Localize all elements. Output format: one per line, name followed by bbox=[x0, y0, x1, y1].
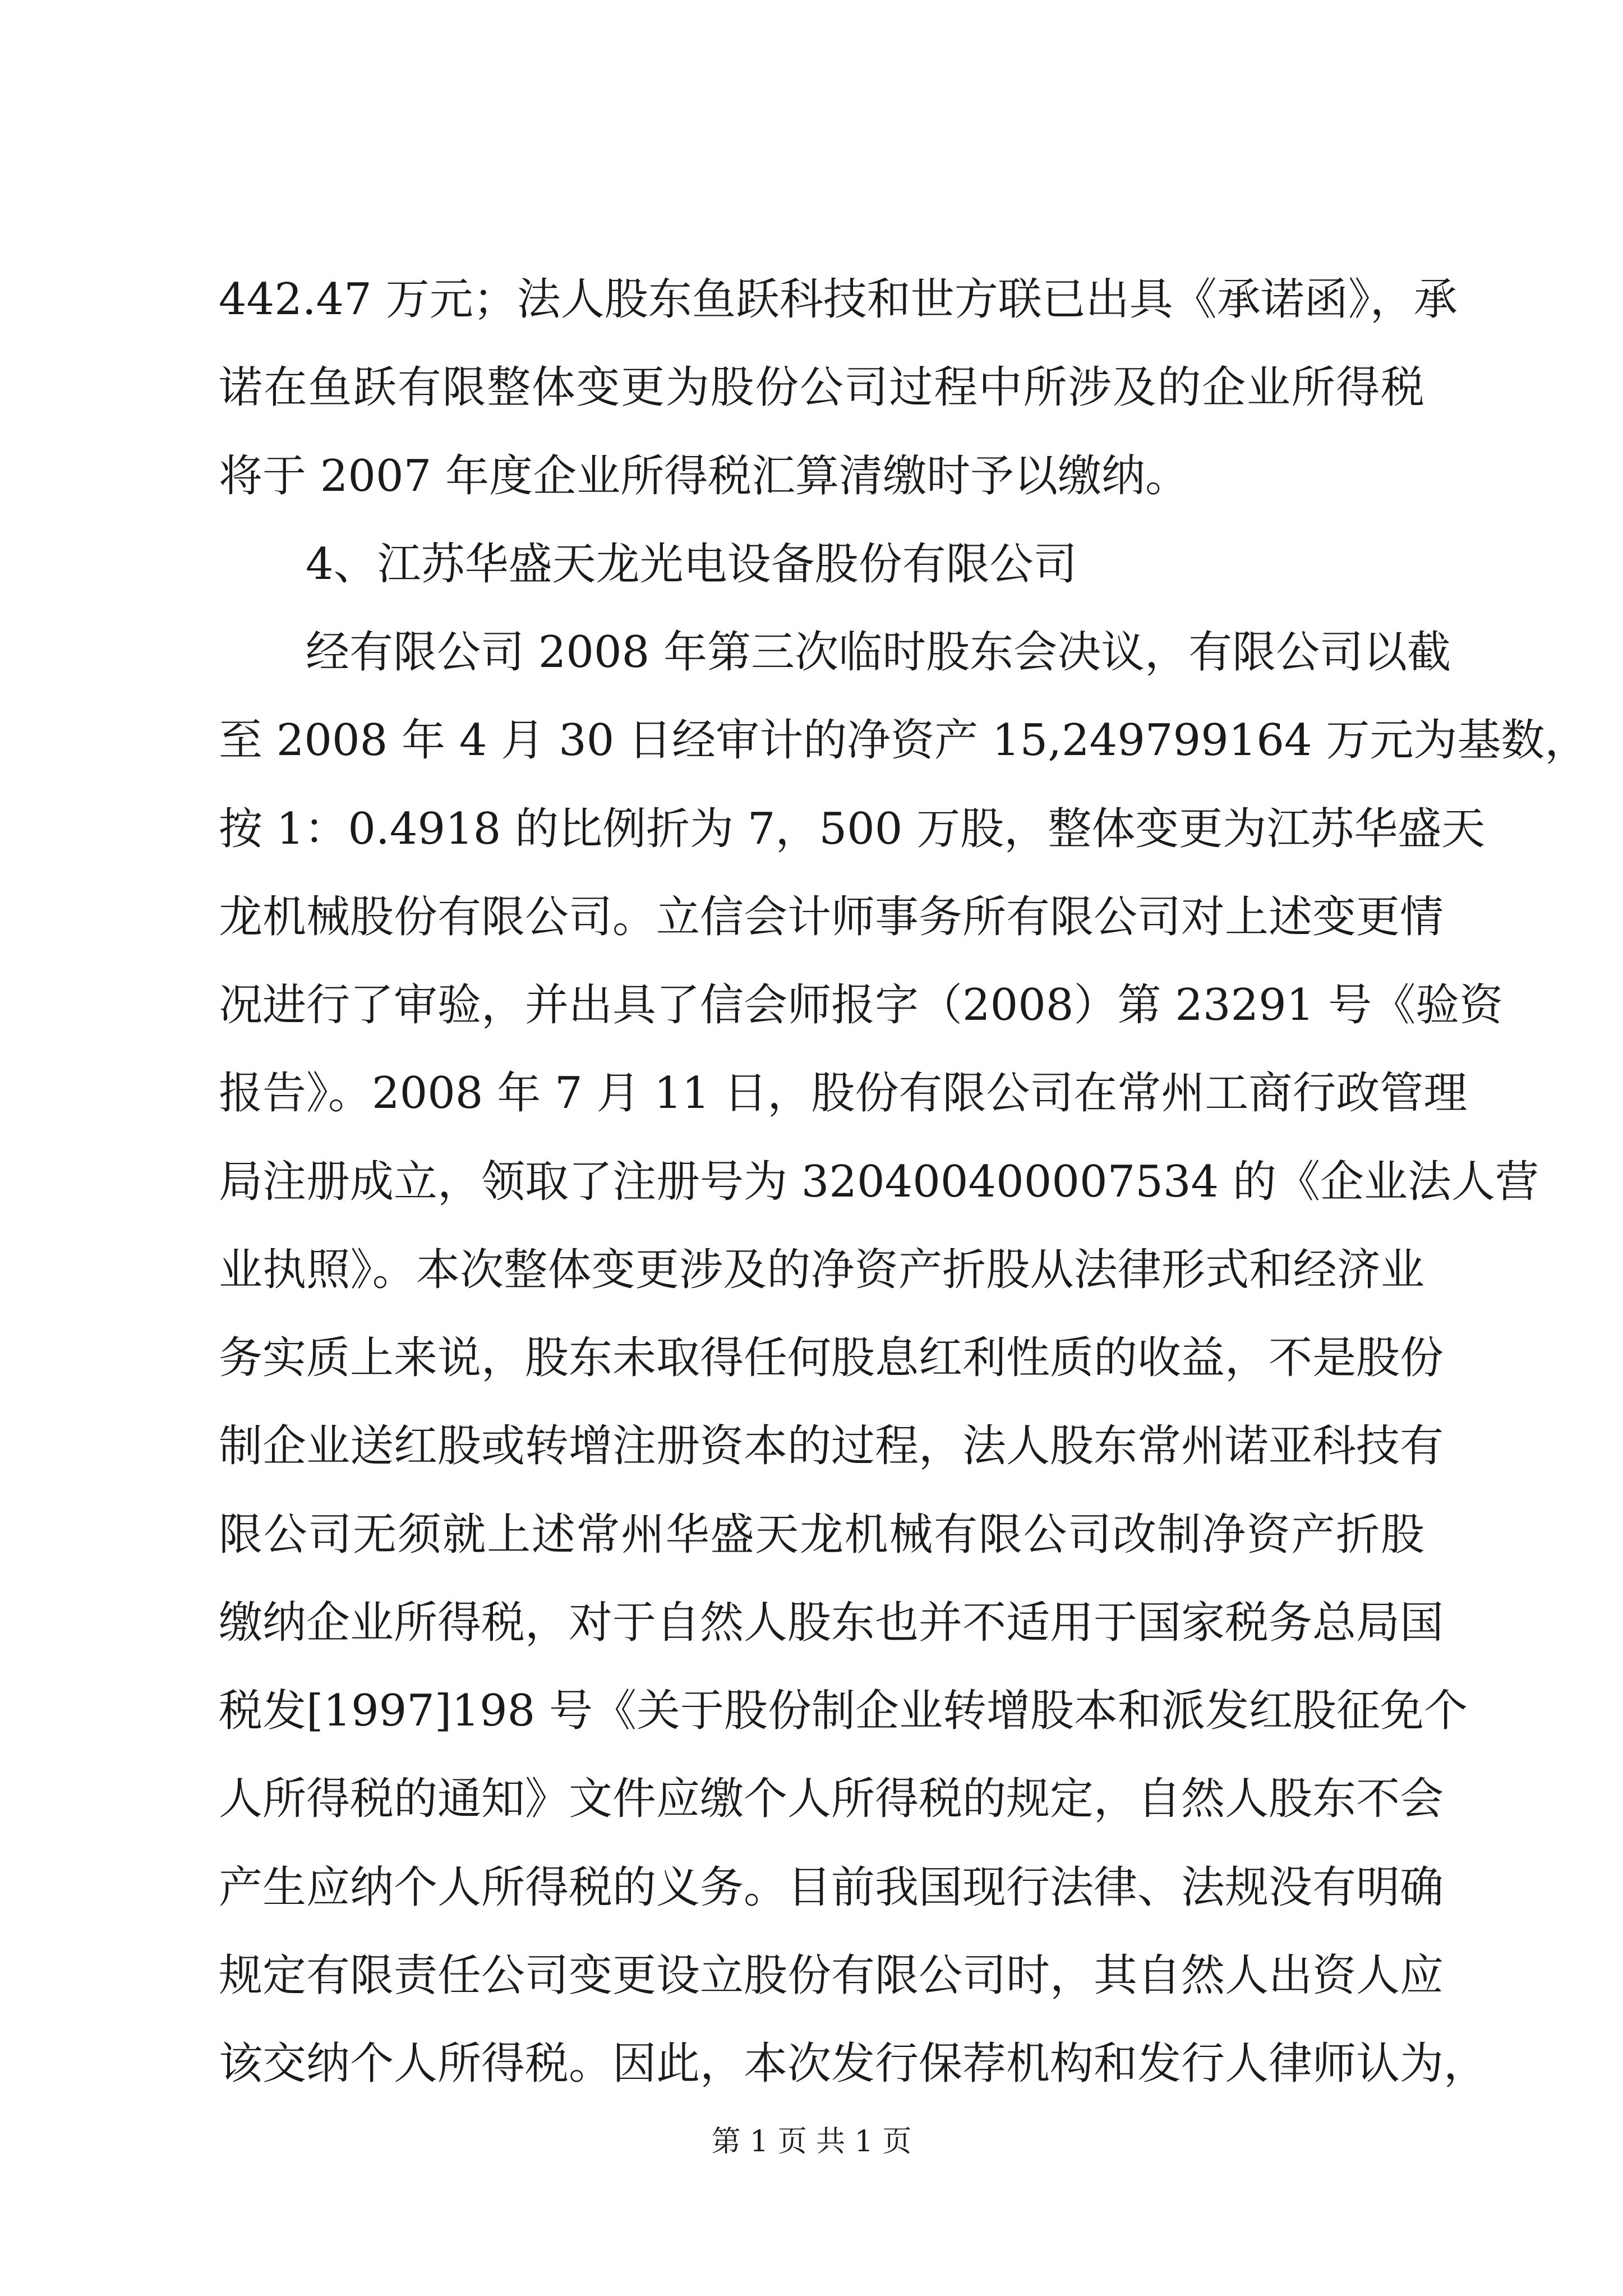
text-line: 将于 2007 年度企业所得税汇算清缴时予以缴纳。 bbox=[219, 451, 1189, 501]
text-line: 442.47 万元；法人股东鱼跃科技和世方联已出具《承诺函》，承 bbox=[219, 274, 1458, 325]
text-line: 至 2008 年 4 月 30 日经审计的净资产 15,249799164 万元为基数， bbox=[219, 715, 1589, 766]
text-line: 税发[1997]198 号《关于股份制企业转增股本和派发红股征免个 bbox=[219, 1686, 1468, 1736]
text-line: 报告》。2008 年 7 月 11 日，股份有限公司在常州工商行政管理 bbox=[219, 1068, 1468, 1119]
text-line: 制企业送红股或转增注册资本的过程，法人股东常州诺亚科技有 bbox=[219, 1421, 1444, 1471]
text-line: 况进行了审验，并出具了信会师报字（2008）第 23291 号《验资 bbox=[219, 980, 1504, 1030]
text-line: 该交纳个人所得税。因此，本次发行保荐机构和发行人律师认为， bbox=[219, 2039, 1488, 2089]
text-line: 诺在鱼跃有限整体变更为股份公司过程中所涉及的企业所得税 bbox=[219, 362, 1424, 413]
text-line: 按 1：0.4918 的比例折为 7，500 万股，整体变更为江苏华盛天 bbox=[219, 804, 1486, 854]
text-line: 限公司无须就上述常州华盛天龙机械有限公司改制净资产折股 bbox=[219, 1510, 1424, 1560]
section-heading: 4、江苏华盛天龙光电设备股份有限公司 bbox=[306, 539, 1077, 590]
text-line: 经有限公司 2008 年第三次临时股东会决议，有限公司以截 bbox=[306, 627, 1451, 678]
text-line: 规定有限责任公司变更设立股份有限公司时，其自然人出资人应 bbox=[219, 1950, 1444, 2001]
text-line: 务实质上来说，股东未取得任何股息红利性质的收益，不是股份 bbox=[219, 1333, 1444, 1383]
text-line: 局注册成立，领取了注册号为 320400400007534 的《企业法人营 bbox=[219, 1157, 1539, 1207]
text-line: 缴纳企业所得税，对于自然人股东也并不适用于国家税务总局国 bbox=[219, 1598, 1444, 1648]
text-line: 人所得税的通知》文件应缴个人所得税的规定，自然人股东不会 bbox=[219, 1774, 1444, 1824]
text-line: 业执照》。本次整体变更涉及的净资产折股从法律形式和经济业 bbox=[219, 1245, 1424, 1295]
page-footer: 第 1 页 共 1 页 bbox=[711, 2125, 912, 2159]
text-line: 产生应纳个人所得税的义务。目前我国现行法律、法规没有明确 bbox=[219, 1862, 1444, 1913]
text-line: 龙机械股份有限公司。立信会计师事务所有限公司对上述变更情 bbox=[219, 892, 1444, 942]
